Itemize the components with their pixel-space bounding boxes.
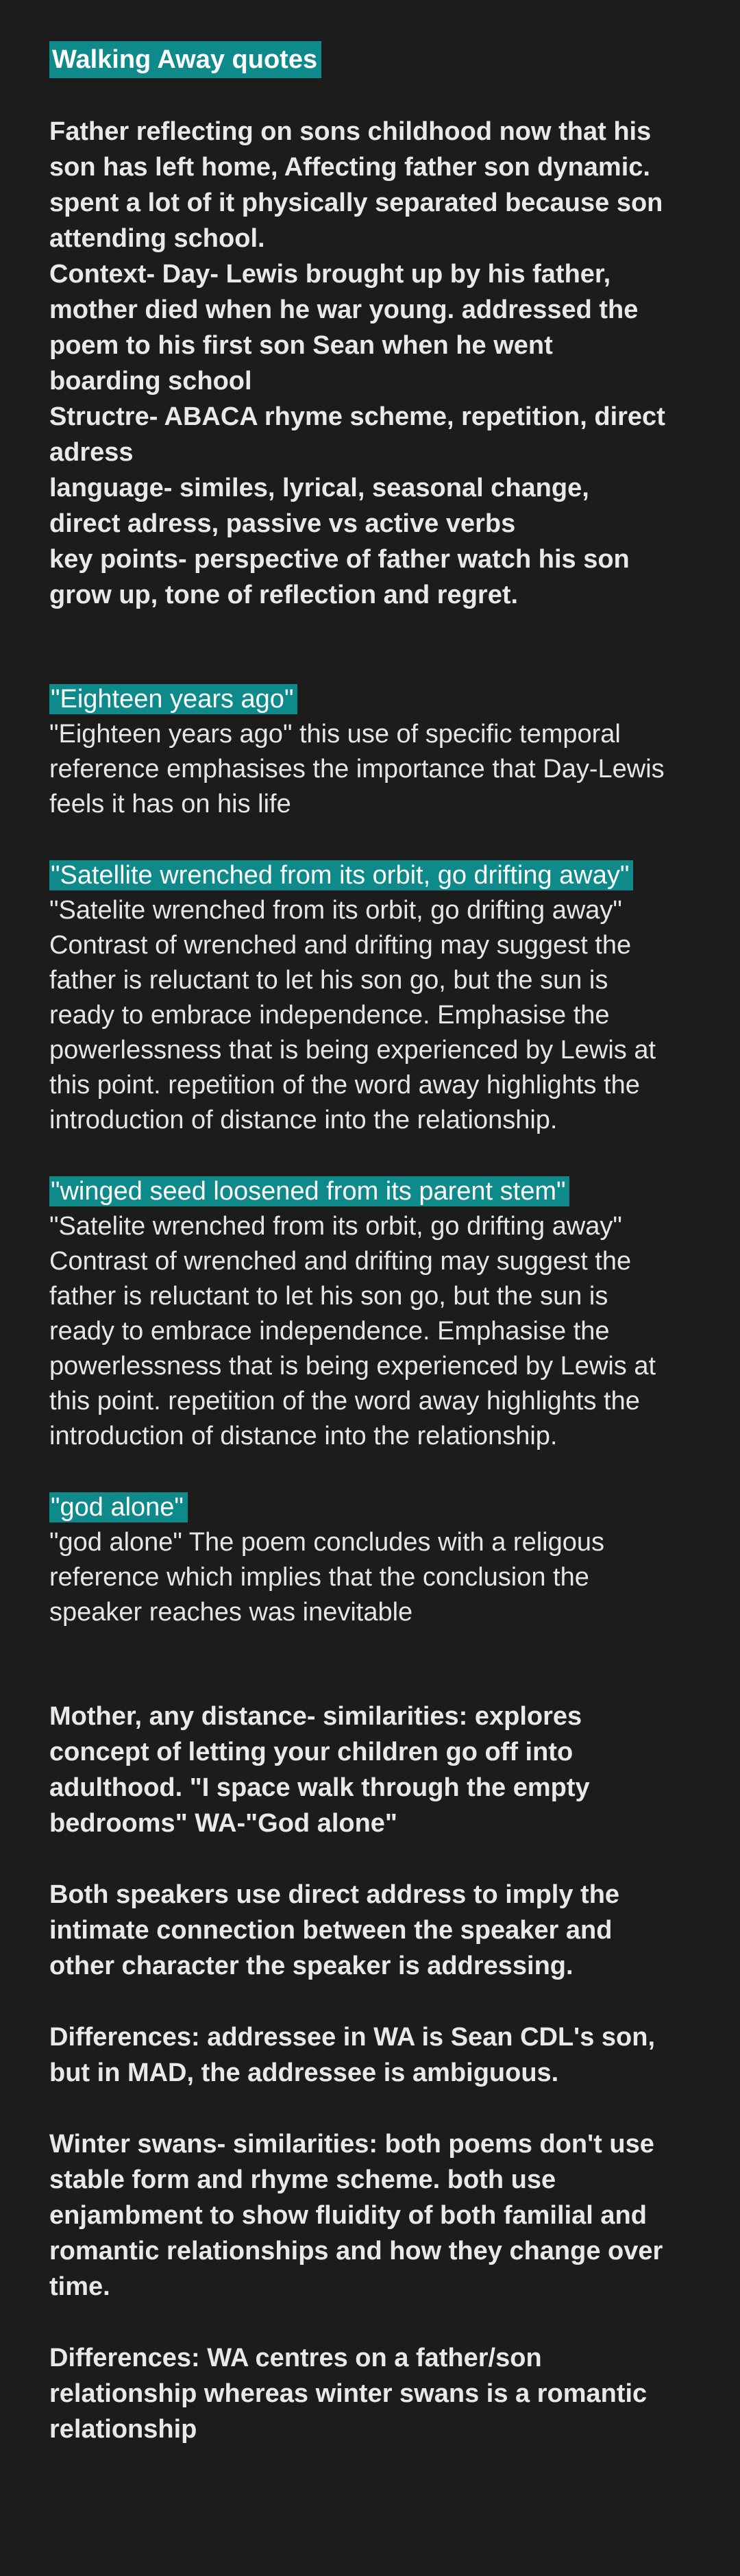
- notes-page: [49, 41, 673, 2447]
- quote-heading: "god alone": [49, 1492, 188, 1522]
- intro-section: [49, 114, 673, 613]
- quote-heading: "Eighteen years ago": [49, 684, 297, 714]
- quote-block-2: [49, 858, 666, 1138]
- quote-analysis: "god alone" The poem concludes with a religous reference which implies that the conclusion the speaker reaches was inevitable: [49, 1528, 605, 1627]
- quote-block-4: [49, 1490, 666, 1630]
- comparison-direct-address: Both speakers use direct address to imply the intimate connection between the speaker and other character the speaker is addressing.: [49, 1880, 627, 1980]
- intro-summary: Father reflecting on sons childhood now that his son has left home, Affecting father son dynamic. spent a lot of it physically separated because son attending school.: [49, 117, 670, 253]
- comparison-mad-similarities: Mother, any distance- similarities: explores concept of letting your children go off into adulthood. "I space walk through the empty bedrooms" WA-"God alone": [49, 1702, 597, 1838]
- intro-structure: Structre- ABACA rhyme scheme, repetition, direct adress: [49, 402, 673, 467]
- quote-heading: "Satellite wrenched from its orbit, go drifting away": [49, 860, 633, 890]
- comparison-ws-similarities: Winter swans- similarities: both poems don't use stable form and rhyme scheme. both use enjambment to show fluidity of both familial and romantic relationships and how they change over time.: [49, 2130, 670, 2301]
- intro-key-points: key points- perspective of father watch his son grow up, tone of reflection and regret.: [49, 545, 637, 609]
- intro-language: language- similes, lyrical, seasonal change, direct adress, passive vs active verbs: [49, 474, 597, 538]
- quote-analysis: "Satelite wrenched from its orbit, go drifting away" Contrast of wrenched and drifting may suggest the father is reluctant to let his son go, but the sun is ready to embrace independence. Emphasise the powerlessness that is being experienced by Lewis at this point. repetition of the word away highlights the introduction of distance into the relationship.: [49, 1212, 656, 1450]
- page-title: Walking Away quotes: [49, 41, 321, 78]
- quote-heading: "winged seed loosened from its parent stem": [49, 1176, 569, 1206]
- comparison-section: [49, 1699, 670, 2447]
- quote-analysis: "Eighteen years ago" this use of specific temporal reference emphasises the importance that Day-Lewis feels it has on his life: [49, 720, 665, 818]
- quote-analysis: "Satelite wrenched from its orbit, go drifting away" Contrast of wrenched and drifting may suggest the father is reluctant to let his son go, but the sun is ready to embrace independence. Emphasise the powerlessness that is being experienced by Lewis at this point. repetition of the word away highlights the introduction of distance into the relationship.: [49, 896, 656, 1134]
- comparison-mad-differences: Differences: addressee in WA is Sean CDL's son, but in MAD, the addressee is ambiguous.: [49, 2023, 663, 2087]
- quote-block-3: [49, 1174, 666, 1454]
- comparison-ws-differences: Differences: WA centres on a father/son relationship whereas winter swans is a romantic relationship: [49, 2344, 654, 2444]
- quote-block-1: [49, 681, 666, 822]
- intro-context: Context- Day- Lewis brought up by his father, mother died when he war young. addressed the poem to his first son Sean when he went boarding school: [49, 260, 645, 396]
